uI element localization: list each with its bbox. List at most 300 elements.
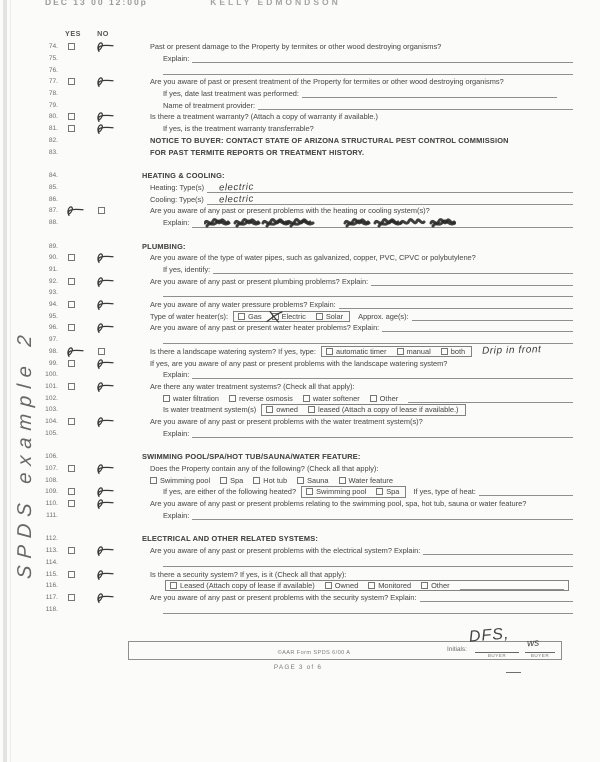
line-content <box>118 66 573 75</box>
form-line-102 <box>0 392 600 404</box>
line-number: 90. <box>48 254 58 262</box>
checkbox-sauna[interactable] <box>297 476 328 485</box>
checkbox-box <box>238 313 245 320</box>
checkbox-gas[interactable] <box>238 312 262 321</box>
initials-label: Initials: <box>447 646 467 653</box>
checkbox-label: Other <box>431 581 450 591</box>
line-content <box>118 605 573 614</box>
handwritten-checkmark-no <box>93 321 114 334</box>
form-text: Is there a landscape watering system? If yes, type: <box>150 346 316 356</box>
no-cell <box>88 591 118 604</box>
yes-cell <box>58 254 88 261</box>
blank-line[interactable] <box>163 612 573 614</box>
blank-line[interactable] <box>423 553 573 555</box>
handwritten-checkmark-no <box>93 568 114 581</box>
yes-checkbox[interactable] <box>68 43 75 50</box>
line-content <box>118 124 573 133</box>
form-line-94 <box>0 299 600 311</box>
checkbox-label: Gas <box>248 311 262 321</box>
checkbox-leased-attach-copy-of-lease-if-available[interactable] <box>170 581 315 590</box>
form-line-97 <box>0 334 600 346</box>
line-content <box>118 558 573 567</box>
checkbox-box <box>339 477 346 484</box>
checkbox-spa[interactable] <box>376 487 399 496</box>
blank-line[interactable] <box>408 401 573 403</box>
form-text: Are you aware of past or present treatment of the Property for termites or other wood destroying organisms? <box>150 77 504 87</box>
checkbox-owned[interactable] <box>325 581 358 590</box>
form-line-109 <box>0 486 600 498</box>
handwritten-initials-buyer1: DFS, <box>468 625 511 646</box>
yes-cell <box>58 345 88 358</box>
yes-checkbox[interactable] <box>68 254 75 261</box>
no-cell <box>88 357 118 370</box>
blank-line[interactable] <box>192 436 573 438</box>
checkbox-box <box>150 477 157 484</box>
checkbox-leased-attach-a-copy-of-lease-if-available[interactable] <box>308 405 459 414</box>
no-cell <box>88 321 118 334</box>
line-number: 112. <box>45 535 58 543</box>
yes-cell <box>58 78 88 85</box>
fax-header <box>45 0 341 10</box>
line-number: 96. <box>48 324 58 332</box>
line-content <box>118 181 573 193</box>
line-number: 74. <box>48 43 58 51</box>
yes-checkbox[interactable] <box>68 383 75 390</box>
section-termite-treatment <box>0 41 600 158</box>
form-line-86 <box>0 193 600 205</box>
yes-checkbox[interactable] <box>68 360 75 367</box>
blank-line[interactable] <box>460 588 564 590</box>
line-number: 77. <box>48 78 58 86</box>
form-text: Explain: <box>163 54 190 64</box>
line-number: 118. <box>45 605 58 613</box>
form-line-96 <box>0 322 600 334</box>
checkbox-label: Other <box>379 393 399 403</box>
line-content <box>118 277 573 286</box>
checkbox-box <box>368 582 375 589</box>
checkbox-label: both <box>450 346 466 356</box>
line-content <box>118 570 573 579</box>
line-number: 105. <box>45 429 58 437</box>
checkbox-box <box>253 477 260 484</box>
handwritten-checkmark-yes <box>63 204 84 217</box>
yes-checkbox[interactable] <box>68 113 75 120</box>
blank-line[interactable] <box>258 108 573 110</box>
yes-cell <box>58 113 88 120</box>
checkbox-monitored[interactable] <box>368 581 411 590</box>
checkbox-label: Spa <box>230 475 244 485</box>
form-text-bold: SWIMMING POOL/SPA/HOT TUB/SAUNA/WATER FEATURE: <box>142 452 361 462</box>
checkbox-label: water softener <box>312 393 360 403</box>
line-content <box>118 382 573 391</box>
yes-cell <box>58 204 88 217</box>
line-content <box>118 265 573 274</box>
handwritten-checkmark-no <box>93 462 114 475</box>
line-number: 99. <box>48 359 58 367</box>
line-content <box>118 193 573 205</box>
handwritten-checkmark-no <box>93 380 114 393</box>
line-number: 97. <box>48 336 58 344</box>
checkbox-label: Monitored <box>378 581 412 591</box>
line-content <box>118 148 573 157</box>
yes-checkbox[interactable] <box>68 324 75 331</box>
line-content <box>118 429 573 438</box>
line-content <box>118 546 573 555</box>
form-text: If yes, are either of the following heated? <box>163 487 297 497</box>
blank-line[interactable] <box>163 342 573 344</box>
yes-cell <box>58 43 88 50</box>
checkbox-solar[interactable] <box>316 312 343 321</box>
no-cell <box>88 298 118 311</box>
form-text: Are you aware of any past or present problems with the heating or cooling system(s)? <box>150 206 430 216</box>
line-number: 107. <box>45 465 58 473</box>
form-text: Are you aware of any water pressure problems? Explain: <box>150 300 336 310</box>
line-number: 111. <box>46 511 58 519</box>
yes-cell <box>58 465 88 472</box>
blank-line[interactable] <box>192 518 573 520</box>
line-number: 87. <box>48 207 58 215</box>
line-content <box>118 370 573 379</box>
form-text-bold: HEATING & COOLING: <box>142 171 225 181</box>
line-content <box>118 311 573 323</box>
handwritten-text: Drip in front <box>481 344 542 358</box>
line-number: 78. <box>48 90 58 98</box>
form-line-85 <box>0 182 600 194</box>
checkbox-box <box>303 395 310 402</box>
checkbox-manual[interactable] <box>397 347 431 356</box>
yes-column-header: YES <box>65 28 81 38</box>
yes-no-header <box>0 27 600 39</box>
line-content <box>118 593 573 602</box>
line-number: 109. <box>45 488 58 496</box>
line-number: 117. <box>45 593 58 601</box>
form-text: If yes, identify: <box>163 265 211 275</box>
checkbox-electric[interactable] <box>272 312 306 321</box>
yes-cell <box>58 125 88 132</box>
checkbox-both[interactable] <box>441 347 465 356</box>
option-group <box>233 311 350 323</box>
handwritten-checkmark-no <box>93 275 114 288</box>
option-group <box>261 404 465 416</box>
form-text: Explain: <box>163 510 190 520</box>
blank-line[interactable] <box>479 494 573 496</box>
yes-cell <box>58 383 88 390</box>
form-code: ©AAR Form SPDS 6/00 A <box>277 650 351 656</box>
handwritten-scribble <box>204 217 456 229</box>
line-content <box>118 580 573 592</box>
no-cell <box>88 462 118 475</box>
section-electrical <box>0 533 600 615</box>
line-content <box>118 452 573 461</box>
line-content <box>118 216 573 228</box>
yes-cell <box>58 278 88 285</box>
form-line-113 <box>0 545 600 557</box>
line-content <box>118 323 573 332</box>
line-content <box>118 89 573 98</box>
line-content <box>118 242 573 251</box>
checkbox-label: Swimming pool <box>316 487 367 497</box>
checkbox-box <box>297 477 304 484</box>
checkbox-box <box>316 313 323 320</box>
form-line-106 <box>0 451 600 463</box>
yes-cell <box>58 301 88 308</box>
blank-line[interactable] <box>163 73 573 75</box>
form-text: Are you aware of the type of water pipes, such as galvanized, copper, PVC, CPVC or polybutylene? <box>150 253 476 263</box>
handwritten-checkmark-yes <box>63 345 84 358</box>
checkbox-box <box>220 477 227 484</box>
filled-blank-line[interactable] <box>207 193 573 205</box>
handwritten-checkmark-no <box>93 251 114 264</box>
no-cell <box>88 207 118 214</box>
handwritten-checkmark-no <box>93 544 114 557</box>
checkbox-other[interactable] <box>370 394 398 403</box>
form-line-79 <box>0 99 600 111</box>
form-text: Are you aware of any past or present problems with the security system? Explain: <box>150 592 417 602</box>
yes-checkbox[interactable] <box>68 278 75 285</box>
form-line-77 <box>0 76 600 88</box>
line-content <box>118 206 573 215</box>
blank-line[interactable] <box>163 295 573 297</box>
form-text-bold: NOTICE TO BUYER: CONTACT STATE OF ARIZONA STRUCTURAL PEST CONTROL COMMISSION <box>150 135 509 145</box>
form-line-74 <box>0 41 600 53</box>
handwritten-checkmark-no <box>93 75 114 88</box>
form-line-82 <box>0 135 600 147</box>
no-cell <box>88 275 118 288</box>
line-number: 82. <box>48 136 58 144</box>
form-line-93 <box>0 287 600 299</box>
checkbox-water-filtration[interactable] <box>163 394 219 403</box>
no-checkbox[interactable] <box>98 348 105 355</box>
blank-line[interactable] <box>420 600 573 602</box>
checkbox-label: reverse osmosis <box>239 393 293 403</box>
blank-line[interactable] <box>163 565 573 567</box>
line-number: 114. <box>45 558 58 566</box>
form-text: Are you aware of any past or present problems with the electrical system? Explain: <box>150 546 421 556</box>
no-cell <box>88 40 118 53</box>
form-text: Are you aware of any past or present water heater problems? Explain: <box>150 323 380 333</box>
line-number: 76. <box>48 66 58 74</box>
blank-line[interactable] <box>339 307 573 309</box>
line-content <box>118 417 573 426</box>
form-line-104 <box>0 416 600 428</box>
form-line-83 <box>0 146 600 158</box>
checkbox-owned[interactable] <box>266 405 298 414</box>
handwritten-checkmark-no <box>93 591 114 604</box>
no-cell <box>88 348 118 355</box>
yes-checkbox[interactable] <box>68 488 75 495</box>
form-text: Is water treatment system(s) <box>163 405 257 415</box>
form-line-111 <box>0 509 600 521</box>
line-content <box>118 346 573 358</box>
yes-cell <box>58 324 88 331</box>
line-content <box>118 101 573 110</box>
handwritten-checkmark-no <box>93 122 114 135</box>
checkbox-box <box>397 348 404 355</box>
blank-line[interactable] <box>192 377 573 379</box>
checkbox-spa[interactable] <box>220 476 243 485</box>
form-text: If yes, date last treatment was performed: <box>163 89 299 99</box>
filled-blank-line[interactable] <box>192 216 573 228</box>
checkbox-swimming-pool[interactable] <box>306 487 366 496</box>
blank-line[interactable] <box>213 272 573 274</box>
line-number: 84. <box>48 172 58 180</box>
line-content <box>118 534 573 543</box>
yes-cell <box>58 418 88 425</box>
handwritten-text: electric <box>218 193 254 206</box>
checkbox-label: Leased (Attach copy of lease if available) <box>180 581 315 591</box>
option-group <box>321 346 472 358</box>
form-line-118 <box>0 603 600 615</box>
form-text: Explain: <box>163 428 190 438</box>
buyer-label-2: BUYER <box>530 653 550 658</box>
line-number: 116. <box>45 582 58 590</box>
form-text: Name of treatment provider: <box>163 100 256 110</box>
line-number: 98. <box>48 347 58 355</box>
form-text-bold: FOR PAST TERMITE REPORTS OR TREATMENT HISTORY. <box>150 147 365 157</box>
yes-checkbox[interactable] <box>68 465 75 472</box>
form-text: Are there any water treatment systems? (Check all that apply): <box>150 381 355 391</box>
form-line-95 <box>0 310 600 322</box>
form-text: Are you aware of any past or present plumbing problems? Explain: <box>150 276 369 286</box>
form-text: If yes, type of heat: <box>413 487 476 497</box>
no-cell <box>88 497 118 510</box>
filled-blank-line[interactable] <box>207 181 573 193</box>
line-content <box>118 54 573 63</box>
line-number: 88. <box>48 218 58 226</box>
form-text: Past or present damage to the Property by termites or other wood destroying organisms? <box>150 42 442 52</box>
section-pool-spa <box>0 451 600 521</box>
no-cell <box>88 568 118 581</box>
yes-cell <box>58 571 88 578</box>
line-content <box>118 404 573 416</box>
checkbox-box <box>163 395 170 402</box>
form-line-91 <box>0 264 600 276</box>
yes-cell <box>58 547 88 554</box>
checkbox-hot-tub[interactable] <box>253 476 287 485</box>
line-number: 93. <box>48 289 58 297</box>
line-number: 106. <box>45 453 58 461</box>
form-line-108 <box>0 474 600 486</box>
line-number: 75. <box>48 55 58 63</box>
line-number: 91. <box>48 266 58 274</box>
form-line-92 <box>0 275 600 287</box>
handwritten-margin-note: SPDS example 2 <box>14 327 36 580</box>
line-number: 92. <box>48 277 58 285</box>
line-content <box>118 486 573 498</box>
checkbox-label: Hot tub <box>263 475 288 485</box>
form-line-80 <box>0 111 600 123</box>
checkbox-water-feature[interactable] <box>339 476 394 485</box>
checkbox-box <box>306 488 313 495</box>
yes-checkbox[interactable] <box>68 301 75 308</box>
checkbox-label: Spa <box>386 487 400 497</box>
checkbox-reverse-osmosis[interactable] <box>229 394 293 403</box>
form-text: Cooling: Type(s) <box>150 194 204 204</box>
yes-checkbox[interactable] <box>68 78 75 85</box>
line-number: 110. <box>45 500 58 508</box>
checkbox-box <box>370 395 377 402</box>
checkbox-label: Electric <box>281 311 306 321</box>
line-number: 94. <box>48 301 58 309</box>
line-number: 113. <box>45 547 58 555</box>
option-group <box>301 486 406 498</box>
line-content <box>118 499 573 508</box>
no-cell <box>88 122 118 135</box>
line-content <box>118 288 573 297</box>
checkbox-label: Water feature <box>348 475 393 485</box>
form-line-75 <box>0 53 600 65</box>
checkbox-box <box>170 582 177 589</box>
no-checkbox[interactable] <box>98 207 105 214</box>
checkbox-automatic-timer[interactable] <box>326 347 387 356</box>
line-content <box>118 171 573 180</box>
form-line-78 <box>0 88 600 100</box>
form-text: If yes, are you aware of any past or present problems with the landscape watering system? <box>150 358 448 368</box>
form-text-bold: ELECTRICAL AND OTHER RELATED SYSTEMS: <box>142 534 319 544</box>
line-number: 108. <box>45 476 58 484</box>
footer-box <box>128 625 562 660</box>
form-line-76 <box>0 64 600 76</box>
line-content <box>118 77 573 86</box>
handwritten-checkmark-no <box>93 497 114 510</box>
form-text: Is there a security system? If yes, is it (Check all that apply): <box>150 569 347 579</box>
checkbox-label: water filtration <box>173 393 220 403</box>
checkbox-other[interactable] <box>421 581 449 590</box>
form-line-115 <box>0 568 600 580</box>
line-content <box>118 335 573 344</box>
checkbox-swimming-pool[interactable] <box>150 476 210 485</box>
line-number: 95. <box>48 312 58 320</box>
checkbox-box <box>376 488 383 495</box>
checkbox-water-softener[interactable] <box>303 394 360 403</box>
yes-cell <box>58 594 88 601</box>
form-text: Does the Property contain any of the following? (Check all that apply): <box>150 464 379 474</box>
blank-line[interactable] <box>371 284 573 286</box>
line-number: 86. <box>48 195 58 203</box>
line-content <box>118 136 573 145</box>
form-text: Approx. age(s): <box>358 311 409 321</box>
yes-cell <box>58 488 88 495</box>
no-cell <box>88 415 118 428</box>
form-text: Are you aware of any past or present problems relating to the swimming pool, spa, hot tub, sauna or water feature? <box>150 499 527 509</box>
line-content <box>118 112 573 121</box>
line-content <box>118 464 573 473</box>
yes-checkbox[interactable] <box>68 125 75 132</box>
form-line-81 <box>0 123 600 135</box>
form-line-110 <box>0 498 600 510</box>
blank-line[interactable] <box>302 96 557 98</box>
line-number: 81. <box>48 125 58 133</box>
blank-line[interactable] <box>192 61 573 63</box>
handwritten-text: electric <box>218 181 255 194</box>
blank-line[interactable] <box>382 330 573 332</box>
form-text: Explain: <box>163 370 190 380</box>
blank-line[interactable] <box>412 319 573 321</box>
yes-checkbox[interactable] <box>68 500 75 507</box>
line-content <box>118 300 573 309</box>
yes-checkbox[interactable] <box>68 571 75 578</box>
form-line-116 <box>0 580 600 592</box>
yes-checkbox[interactable] <box>68 547 75 554</box>
yes-cell <box>58 360 88 367</box>
form-text: Is there a treatment warranty? (Attach a copy of warranty if available.) <box>150 112 378 122</box>
line-number: 104. <box>45 417 58 425</box>
yes-checkbox[interactable] <box>68 418 75 425</box>
checkbox-label: owned <box>276 405 299 415</box>
checkbox-box <box>308 406 315 413</box>
yes-checkbox[interactable] <box>68 594 75 601</box>
option-group <box>165 580 569 592</box>
